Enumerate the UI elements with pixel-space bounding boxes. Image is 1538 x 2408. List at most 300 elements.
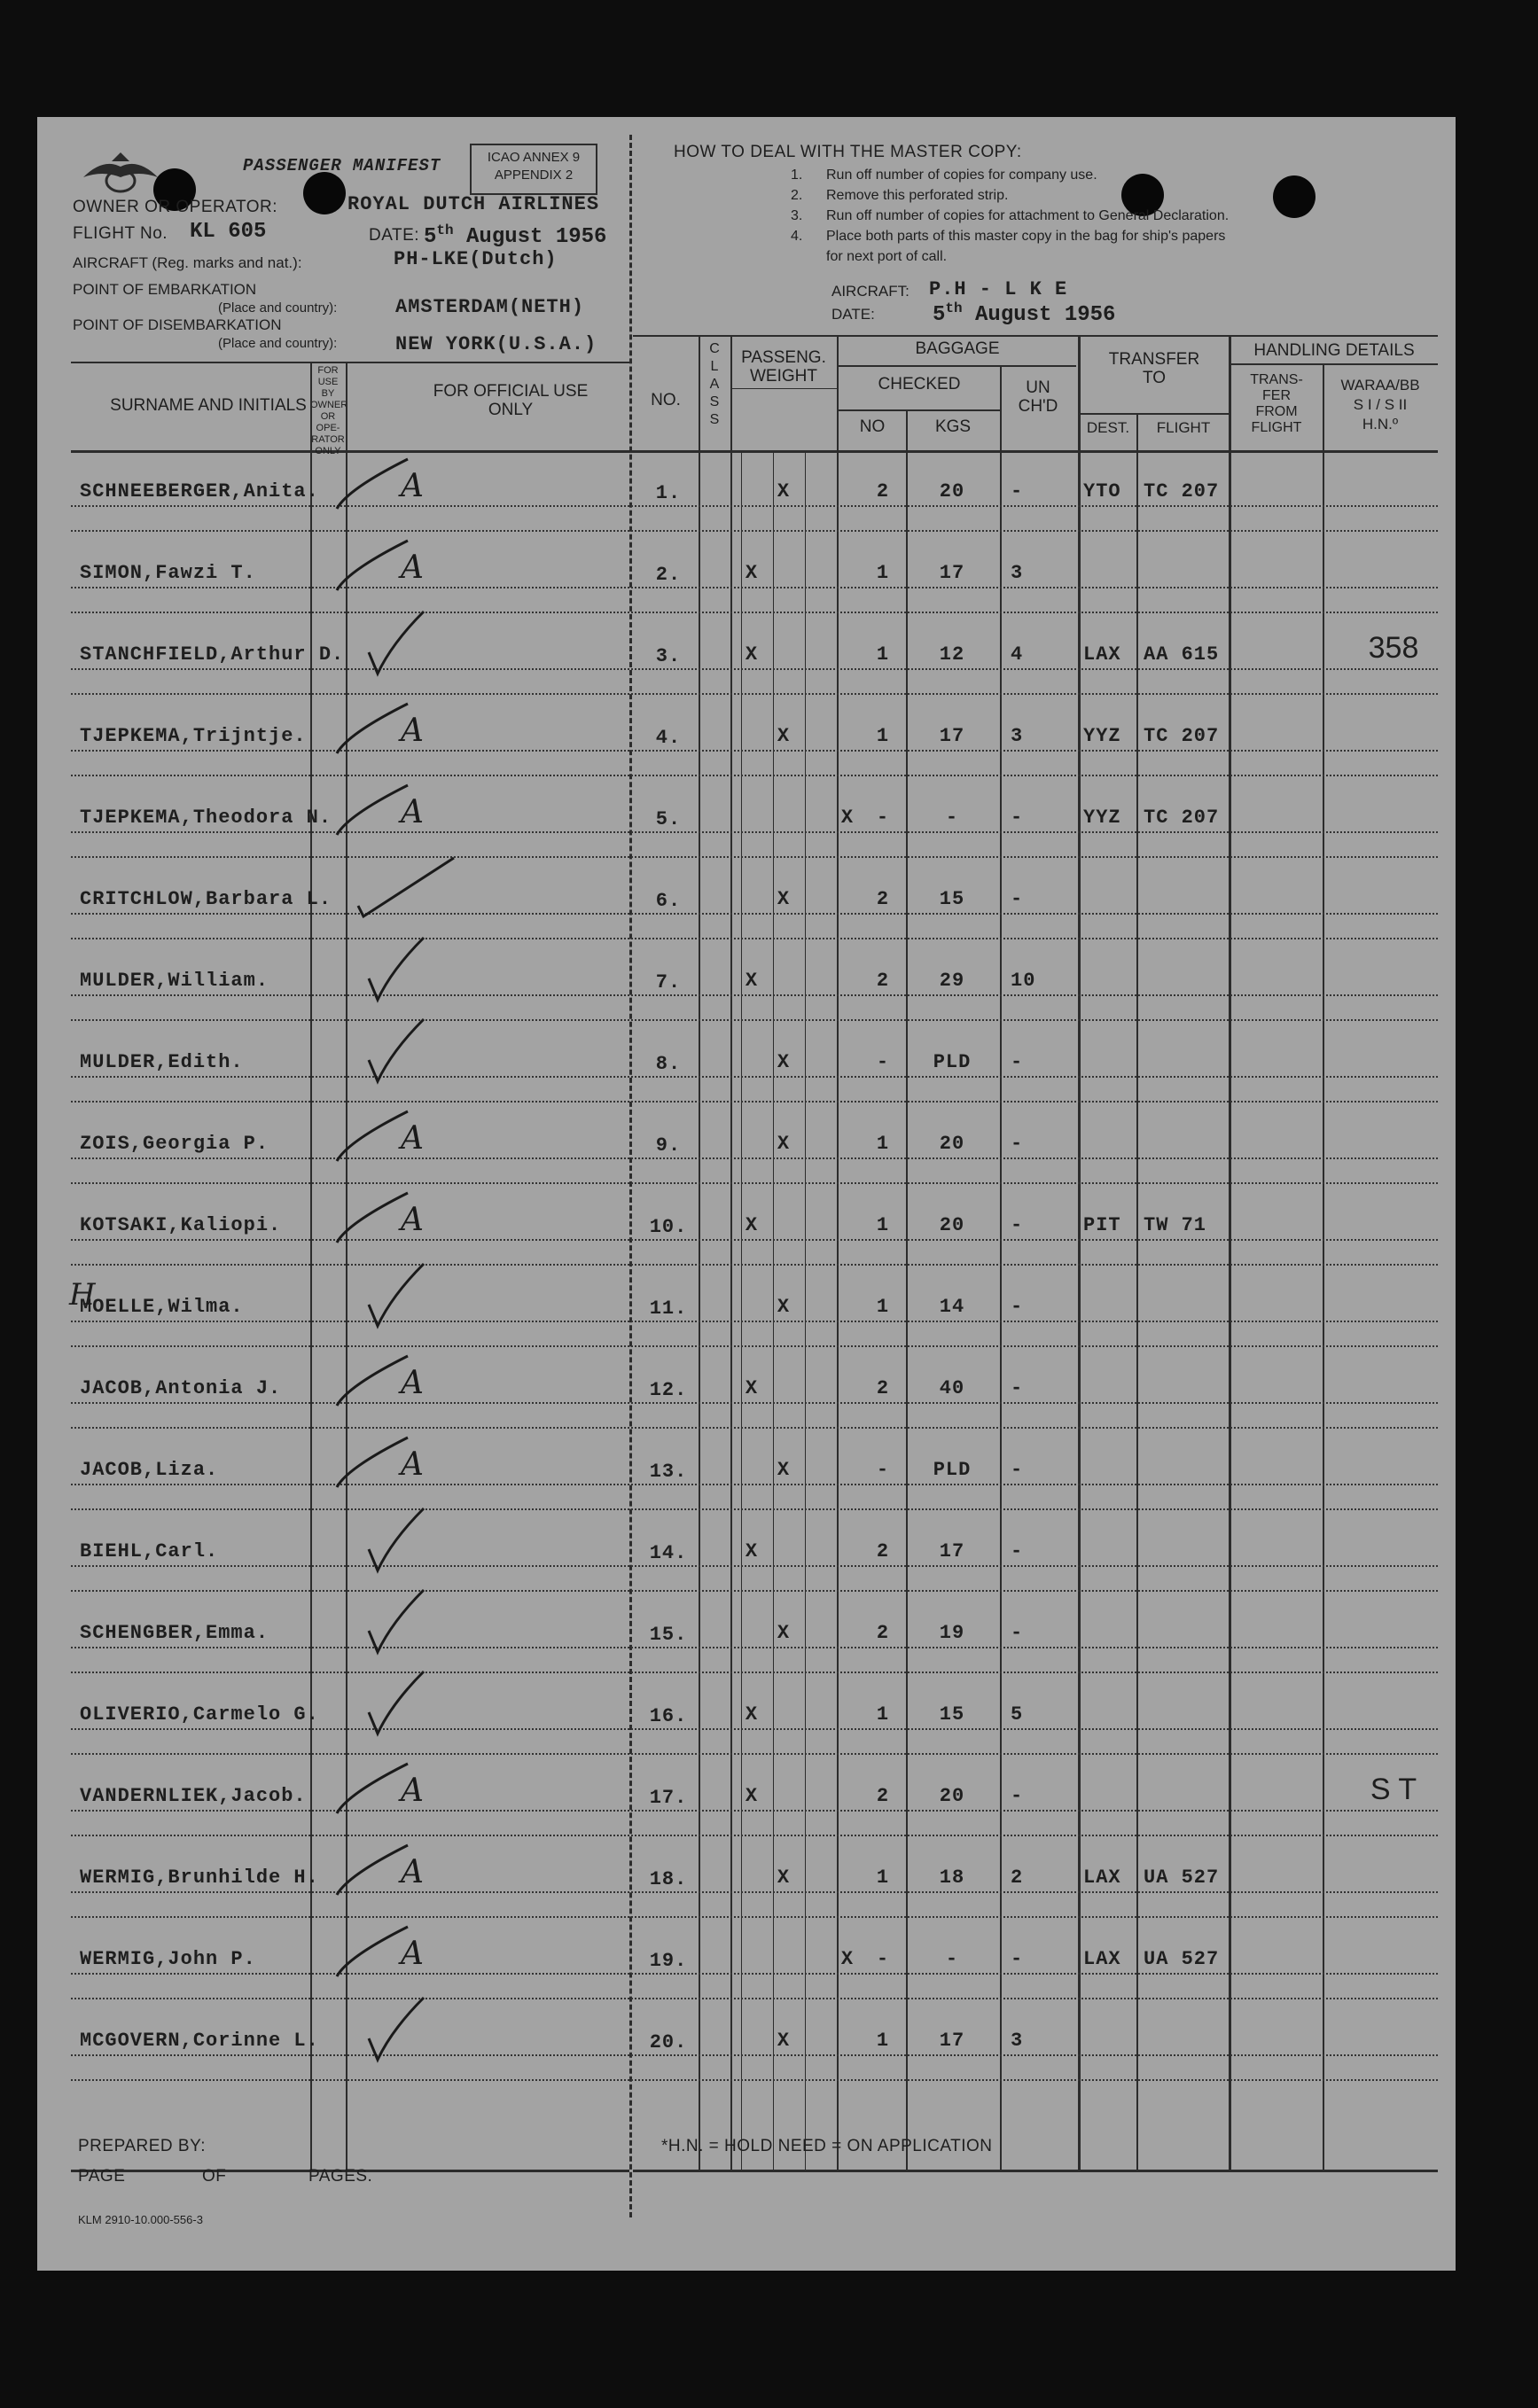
unchecked-count: 3 xyxy=(1011,562,1024,584)
prepared-by: PREPARED BY: xyxy=(78,2137,206,2155)
row-rule xyxy=(71,2079,1438,2081)
row-rule xyxy=(71,1672,1438,1673)
baggage-kgs: - xyxy=(945,807,959,829)
instruction-item xyxy=(791,226,1229,246)
col-kgs: KGS xyxy=(934,417,972,436)
weight-mark: X xyxy=(745,562,759,584)
official-annotation: A xyxy=(401,713,424,749)
transfer-dest: LAX xyxy=(1083,1948,1121,1970)
embark-value: AMSTERDAM(NETH) xyxy=(395,296,585,318)
instruction-num: 3. xyxy=(791,208,803,223)
row-rule xyxy=(71,1264,1438,1266)
weight-mark: X xyxy=(777,888,791,910)
transfer-dest: LAX xyxy=(1083,1866,1121,1889)
icao-box xyxy=(470,144,597,195)
column-rule xyxy=(730,335,732,2170)
official-annotation: A xyxy=(401,1854,424,1890)
passenger-number: 1. xyxy=(655,482,682,504)
instruction-text: Run off number of copies for company use. xyxy=(826,168,1097,183)
unchecked-count: - xyxy=(1011,1296,1024,1318)
hold-need: S T xyxy=(1370,1773,1417,1806)
check-mark xyxy=(337,1356,408,1406)
passenger-name: SCHNEEBERGER,Anita. xyxy=(80,480,319,503)
unchecked-count: - xyxy=(1011,480,1024,503)
row-rule xyxy=(71,1182,1438,1184)
col-transfer-line: TRANSFER xyxy=(1108,350,1200,369)
weight-mark: X xyxy=(777,1866,791,1889)
column-rule xyxy=(310,362,312,2170)
baggage-kgs: 20 xyxy=(939,480,965,503)
col-owner-use-line: FOR USE xyxy=(317,365,339,387)
transfer-flight: TC 207 xyxy=(1144,807,1220,829)
row-rule xyxy=(71,1891,1438,1893)
hold-need: 358 xyxy=(1368,631,1419,665)
official-annotation: A xyxy=(401,794,424,830)
instructions-title: HOW TO DEAL WITH THE MASTER COPY: xyxy=(674,143,1022,161)
col-official xyxy=(392,383,629,420)
baggage-kgs: 15 xyxy=(939,1703,965,1726)
col-class xyxy=(699,340,730,429)
transfer-dest: PIT xyxy=(1083,1214,1121,1236)
row-rule xyxy=(71,1076,1438,1078)
check-mark xyxy=(337,541,408,590)
baggage-count: 2 xyxy=(876,1540,890,1562)
instruction-text: Run off number of copies for attachment to General Declaration. xyxy=(826,208,1230,223)
perforation-line xyxy=(629,135,632,2217)
passenger-name: WERMIG,Brunhilde H. xyxy=(80,1866,319,1889)
row-rule xyxy=(71,1345,1438,1347)
unchecked-count: - xyxy=(1011,1948,1024,1970)
row-rule xyxy=(71,1835,1438,1836)
page-label: PAGE xyxy=(78,2167,126,2186)
header-rule xyxy=(839,365,1076,367)
check-mark xyxy=(337,1111,408,1161)
official-annotation: A xyxy=(401,1365,424,1401)
passenger-number: 18. xyxy=(649,1868,688,1890)
disembark-sub: (Place and country): xyxy=(218,336,338,351)
instr-aircraft-label: AIRCRAFT: xyxy=(831,283,910,300)
row-rule xyxy=(71,775,1438,776)
row-rule xyxy=(71,1427,1438,1429)
col-unchd-line: CH'D xyxy=(1018,396,1058,416)
passenger-number: 3. xyxy=(655,645,682,667)
weight-mark: X xyxy=(777,1459,791,1481)
header-rule xyxy=(71,450,1438,453)
baggage-count: 2 xyxy=(876,1622,890,1644)
row-rule xyxy=(71,1321,1438,1322)
passenger-number: 7. xyxy=(655,971,682,994)
col-checked: CHECKED xyxy=(878,375,961,394)
instruction-text: Remove this perforated strip. xyxy=(826,188,1009,203)
embark-sub: (Place and country): xyxy=(218,300,338,316)
row-rule xyxy=(71,1998,1438,1999)
passenger-number: 5. xyxy=(655,808,682,830)
instr-date-suffix: th xyxy=(945,300,963,316)
row-rule xyxy=(71,530,1438,532)
row-rule xyxy=(71,856,1438,858)
row-rule xyxy=(71,1239,1438,1241)
disembark-value: NEW YORK(U.S.A.) xyxy=(395,333,597,355)
col-class-letter: S xyxy=(709,394,720,409)
passenger-name: JACOB,Liza. xyxy=(80,1459,219,1481)
check-mark xyxy=(369,1264,424,1326)
passenger-number: 9. xyxy=(655,1134,682,1157)
transfer-flight: UA 527 xyxy=(1144,1866,1220,1889)
unchecked-count: - xyxy=(1011,1051,1024,1073)
col-owner-use-line: ONLY xyxy=(315,446,341,456)
passenger-name: CRITCHLOW,Barbara L. xyxy=(80,888,332,910)
owner-value: ROYAL DUTCH AIRLINES xyxy=(347,193,600,215)
official-annotation: A xyxy=(401,1202,424,1238)
baggage-kgs: 20 xyxy=(939,1785,965,1807)
instruction-num: 1. xyxy=(791,168,803,183)
passenger-number: 13. xyxy=(649,1461,688,1483)
baggage-count: - xyxy=(876,1948,890,1970)
passenger-number: 14. xyxy=(649,1542,688,1564)
weight-mark: X xyxy=(745,1785,759,1807)
check-mark xyxy=(369,938,424,1000)
instr-date-rest: August 1956 xyxy=(975,303,1116,327)
instr-date-value xyxy=(933,301,1115,326)
manifest-sheet xyxy=(37,117,1456,2271)
passenger-number: 6. xyxy=(655,890,682,912)
header-rule xyxy=(839,409,1000,411)
disembark-label: POINT OF DISEMBARKATION xyxy=(73,316,282,333)
col-waraa xyxy=(1323,376,1438,434)
column-rule xyxy=(773,450,774,2170)
baggage-count: 1 xyxy=(876,1866,890,1889)
date-day: 5 xyxy=(424,225,437,249)
passenger-name: STANCHFIELD,Arthur D. xyxy=(80,643,345,666)
passenger-name: OLIVERIO,Carmelo G. xyxy=(80,1703,319,1726)
col-transfer-from-line: FLIGHT xyxy=(1251,420,1302,435)
instructions-list xyxy=(791,165,1229,267)
passenger-name: BIEHL,Carl. xyxy=(80,1540,219,1562)
weight-mark: X xyxy=(777,1133,791,1155)
aircraft-label: AIRCRAFT (Reg. marks and nat.): xyxy=(73,254,302,271)
passenger-number: 20. xyxy=(649,2031,688,2053)
transfer-flight: UA 527 xyxy=(1144,1948,1220,1970)
row-rule xyxy=(71,668,1438,670)
check-mark xyxy=(337,785,408,835)
col-bag-no: NO xyxy=(859,417,886,436)
transfer-flight: AA 615 xyxy=(1144,643,1220,666)
col-transfer-from-line: FER xyxy=(1262,388,1291,403)
check-mark xyxy=(369,1508,424,1570)
col-unchd-line: UN xyxy=(1026,378,1050,397)
passenger-name: JACOB,Antonia J. xyxy=(80,1377,282,1399)
weight-mark: X xyxy=(840,807,855,829)
baggage-kgs: 20 xyxy=(939,1133,965,1155)
date-suffix: th xyxy=(436,222,454,238)
passenger-name: SIMON,Fawzi T. xyxy=(80,562,256,584)
baggage-kgs: 15 xyxy=(939,888,965,910)
col-owner-use-line: BY xyxy=(321,388,335,399)
instr-aircraft-value: P.H - L K E xyxy=(929,278,1068,300)
hn-note: *H.N. = HOLD NEED = ON APPLICATION xyxy=(661,2137,993,2155)
weight-mark: X xyxy=(777,1051,791,1073)
passenger-number: 11. xyxy=(649,1298,688,1320)
baggage-count: 2 xyxy=(876,888,890,910)
baggage-count: - xyxy=(876,1459,890,1481)
flight-value: KL 605 xyxy=(190,220,267,244)
passenger-name: MOELLE,Wilma. xyxy=(80,1296,244,1318)
header-rule xyxy=(1080,413,1229,415)
baggage-count: - xyxy=(876,807,890,829)
manifest-title: PASSENGER MANIFEST xyxy=(243,156,441,175)
passenger-name: SCHENGBER,Emma. xyxy=(80,1622,269,1644)
unchecked-count: - xyxy=(1011,1622,1024,1644)
baggage-count: 1 xyxy=(876,562,890,584)
col-weight-line: WEIGHT xyxy=(750,366,817,386)
official-annotation: A xyxy=(401,1936,424,1972)
weight-mark: X xyxy=(745,970,759,992)
baggage-kgs: 17 xyxy=(939,562,965,584)
instruction-item xyxy=(791,185,1229,206)
baggage-kgs: 18 xyxy=(939,1866,965,1889)
weight-mark: X xyxy=(745,1540,759,1562)
col-official-line: ONLY xyxy=(488,400,534,419)
unchecked-count: 3 xyxy=(1011,725,1024,747)
row-rule xyxy=(71,994,1438,996)
instruction-item xyxy=(791,165,1229,185)
row-rule xyxy=(71,587,1438,588)
pages-label: PAGES. xyxy=(308,2167,373,2186)
baggage-kgs: 17 xyxy=(939,725,965,747)
column-rule xyxy=(1136,413,1138,2170)
check-mark xyxy=(337,704,408,753)
column-rule xyxy=(1229,335,1231,2170)
unchecked-count: 4 xyxy=(1011,643,1024,666)
baggage-count: 2 xyxy=(876,970,890,992)
col-owner-use xyxy=(310,365,346,457)
row-rule xyxy=(71,1647,1438,1648)
passenger-number: 12. xyxy=(649,1379,688,1401)
flight-label: FLIGHT No. xyxy=(73,224,168,243)
row-rule xyxy=(71,2054,1438,2056)
check-mark xyxy=(369,612,424,674)
weight-mark: X xyxy=(777,480,791,503)
official-annotation: A xyxy=(401,549,424,586)
baggage-count: 1 xyxy=(876,1296,890,1318)
unchecked-count: 5 xyxy=(1011,1703,1024,1726)
row-rule xyxy=(71,693,1438,695)
passenger-name: WERMIG,John P. xyxy=(80,1948,256,1970)
passenger-name: TJEPKEMA,Trijntje. xyxy=(80,725,307,747)
column-rule xyxy=(906,409,908,2170)
baggage-kgs: 12 xyxy=(939,643,965,666)
instruction-item xyxy=(791,246,1229,267)
official-annotation: A xyxy=(401,1446,424,1483)
owner-label: OWNER OR OPERATOR: xyxy=(73,198,278,216)
transfer-flight: TW 71 xyxy=(1144,1214,1207,1236)
date-value xyxy=(424,223,606,248)
baggage-count: 1 xyxy=(876,1214,890,1236)
passenger-number: 8. xyxy=(655,1053,682,1075)
embark-label: POINT OF EMBARKATION xyxy=(73,281,257,298)
row-rule xyxy=(71,913,1438,915)
check-mark xyxy=(369,1019,424,1081)
row-rule xyxy=(71,1565,1438,1567)
col-surname: SURNAME AND INITIALS xyxy=(110,396,307,415)
row-rule xyxy=(71,1728,1438,1730)
unchecked-count: 10 xyxy=(1011,970,1036,992)
row-rule xyxy=(71,1590,1438,1592)
col-transfer-line: TO xyxy=(1142,368,1167,387)
weight-mark: X xyxy=(777,725,791,747)
passenger-number: 2. xyxy=(655,564,682,586)
klm-logo xyxy=(76,151,165,204)
baggage-count: 1 xyxy=(876,1133,890,1155)
unchecked-count: - xyxy=(1011,1540,1024,1562)
unchecked-count: - xyxy=(1011,1214,1024,1236)
row-rule xyxy=(71,1810,1438,1812)
column-rule xyxy=(346,362,347,2170)
check-mark xyxy=(337,1927,408,1976)
check-mark xyxy=(337,1764,408,1813)
col-waraa-line: H.N.º xyxy=(1362,416,1399,433)
col-class-letter: S xyxy=(709,412,720,427)
row-rule xyxy=(71,1916,1438,1918)
form-code: KLM 2910-10.000-556-3 xyxy=(78,2213,203,2226)
col-waraa-line: S I / S II xyxy=(1353,396,1408,413)
col-weight-line: PASSENG. xyxy=(741,348,826,367)
passenger-name: KOTSAKI,Kaliopi. xyxy=(80,1214,282,1236)
passenger-name: MULDER,Edith. xyxy=(80,1051,244,1073)
row-rule xyxy=(71,1973,1438,1975)
baggage-count: 1 xyxy=(876,1703,890,1726)
header-rule xyxy=(71,362,629,363)
baggage-kgs: - xyxy=(945,1948,959,1970)
instr-date-label: DATE: xyxy=(831,306,875,323)
col-unchd xyxy=(1000,379,1076,417)
footer-rule xyxy=(633,2170,1438,2172)
baggage-kgs: 19 xyxy=(939,1622,965,1644)
col-dest: DEST. xyxy=(1086,419,1130,436)
col-owner-use-line: OR OPE- xyxy=(316,411,340,433)
passenger-number: 10. xyxy=(649,1216,688,1238)
row-rule xyxy=(71,831,1438,833)
row-rule xyxy=(71,1402,1438,1404)
row-rule xyxy=(71,1753,1438,1755)
row-rule xyxy=(71,1101,1438,1103)
transfer-dest: YYZ xyxy=(1083,807,1121,829)
weight-mark: X xyxy=(745,1377,759,1399)
baggage-kgs: 17 xyxy=(939,1540,965,1562)
transfer-flight: TC 207 xyxy=(1144,725,1220,747)
header-rule xyxy=(633,335,1438,337)
baggage-count: 1 xyxy=(876,2030,890,2052)
baggage-kgs: 29 xyxy=(939,970,965,992)
unchecked-count: - xyxy=(1011,888,1024,910)
instruction-num: 4. xyxy=(791,229,803,244)
col-baggage: BAGGAGE xyxy=(915,339,1000,358)
baggage-kgs: 17 xyxy=(939,2030,965,2052)
passenger-name: TJEPKEMA,Theodora N. xyxy=(80,807,332,829)
date-rest: August 1956 xyxy=(466,225,607,249)
unchecked-count: 2 xyxy=(1011,1866,1024,1889)
col-class-letter: C xyxy=(709,341,720,356)
unchecked-count: - xyxy=(1011,1785,1024,1807)
transfer-dest: YTO xyxy=(1083,480,1121,503)
check-mark xyxy=(337,459,408,509)
unchecked-count: 3 xyxy=(1011,2030,1024,2052)
passenger-name: MULDER,William. xyxy=(80,970,269,992)
col-transfer-from xyxy=(1232,372,1321,436)
weight-mark: X xyxy=(777,1622,791,1644)
transfer-flight: TC 207 xyxy=(1144,480,1220,503)
instr-date-day: 5 xyxy=(933,303,946,327)
baggage-count: 2 xyxy=(876,1377,890,1399)
passenger-number: 4. xyxy=(655,727,682,749)
column-rule xyxy=(837,335,839,2170)
of-label: OF xyxy=(202,2167,227,2186)
row-rule xyxy=(71,750,1438,752)
passenger-number: 17. xyxy=(649,1787,688,1809)
col-handling: HANDLING DETAILS xyxy=(1253,341,1415,360)
check-mark xyxy=(369,1590,424,1652)
row-rule xyxy=(71,505,1438,507)
weight-mark: X xyxy=(745,643,759,666)
punch-hole xyxy=(1273,175,1315,218)
baggage-count: 1 xyxy=(876,725,890,747)
transfer-dest: LAX xyxy=(1083,643,1121,666)
unchecked-count: - xyxy=(1011,1133,1024,1155)
col-class-letter: L xyxy=(710,359,719,374)
passenger-number: 15. xyxy=(649,1624,688,1646)
col-transfer-from-line: TRANS- xyxy=(1250,372,1303,387)
row-rule xyxy=(71,1019,1438,1021)
transfer-dest: YYZ xyxy=(1083,725,1121,747)
row-rule xyxy=(71,938,1438,939)
check-mark xyxy=(337,1438,408,1487)
weight-mark: X xyxy=(840,1948,855,1970)
aircraft-value: PH-LKE(Dutch) xyxy=(394,248,558,270)
unchecked-count: - xyxy=(1011,1377,1024,1399)
column-rule xyxy=(1000,365,1002,2170)
row-rule xyxy=(71,1508,1438,1510)
instruction-item xyxy=(791,206,1229,226)
weight-mark: X xyxy=(777,1296,791,1318)
passenger-name: ZOIS,Georgia P. xyxy=(80,1133,269,1155)
col-class-letter: A xyxy=(709,377,720,392)
unchecked-count: - xyxy=(1011,1459,1024,1481)
official-annotation: A xyxy=(401,1120,424,1157)
col-official-line: FOR OFFICIAL USE xyxy=(433,382,589,401)
col-owner-use-line: OWNER xyxy=(310,400,348,410)
instruction-num: 2. xyxy=(791,188,803,203)
header-rule xyxy=(730,388,837,389)
baggage-kgs: 40 xyxy=(939,1377,965,1399)
punch-hole xyxy=(303,172,346,214)
row-rule xyxy=(71,1484,1438,1485)
icao-line: APPENDIX 2 xyxy=(494,168,574,183)
weight-mark: X xyxy=(745,1703,759,1726)
col-waraa-line: WARAA/BB xyxy=(1340,377,1420,394)
passenger-name: VANDERNLIEK,Jacob. xyxy=(80,1785,307,1807)
check-mark xyxy=(337,1845,408,1895)
column-rule xyxy=(699,335,700,2170)
icao-line: ICAO ANNEX 9 xyxy=(487,150,581,165)
passenger-name: MCGOVERN,Corinne L. xyxy=(80,2030,319,2052)
col-transfer xyxy=(1080,351,1229,388)
check-mark xyxy=(369,1998,424,2060)
col-weight xyxy=(730,349,837,386)
baggage-count: 1 xyxy=(876,643,890,666)
header-rule xyxy=(1230,363,1438,365)
column-rule xyxy=(1323,363,1324,2170)
baggage-kgs: PLD xyxy=(933,1051,972,1073)
